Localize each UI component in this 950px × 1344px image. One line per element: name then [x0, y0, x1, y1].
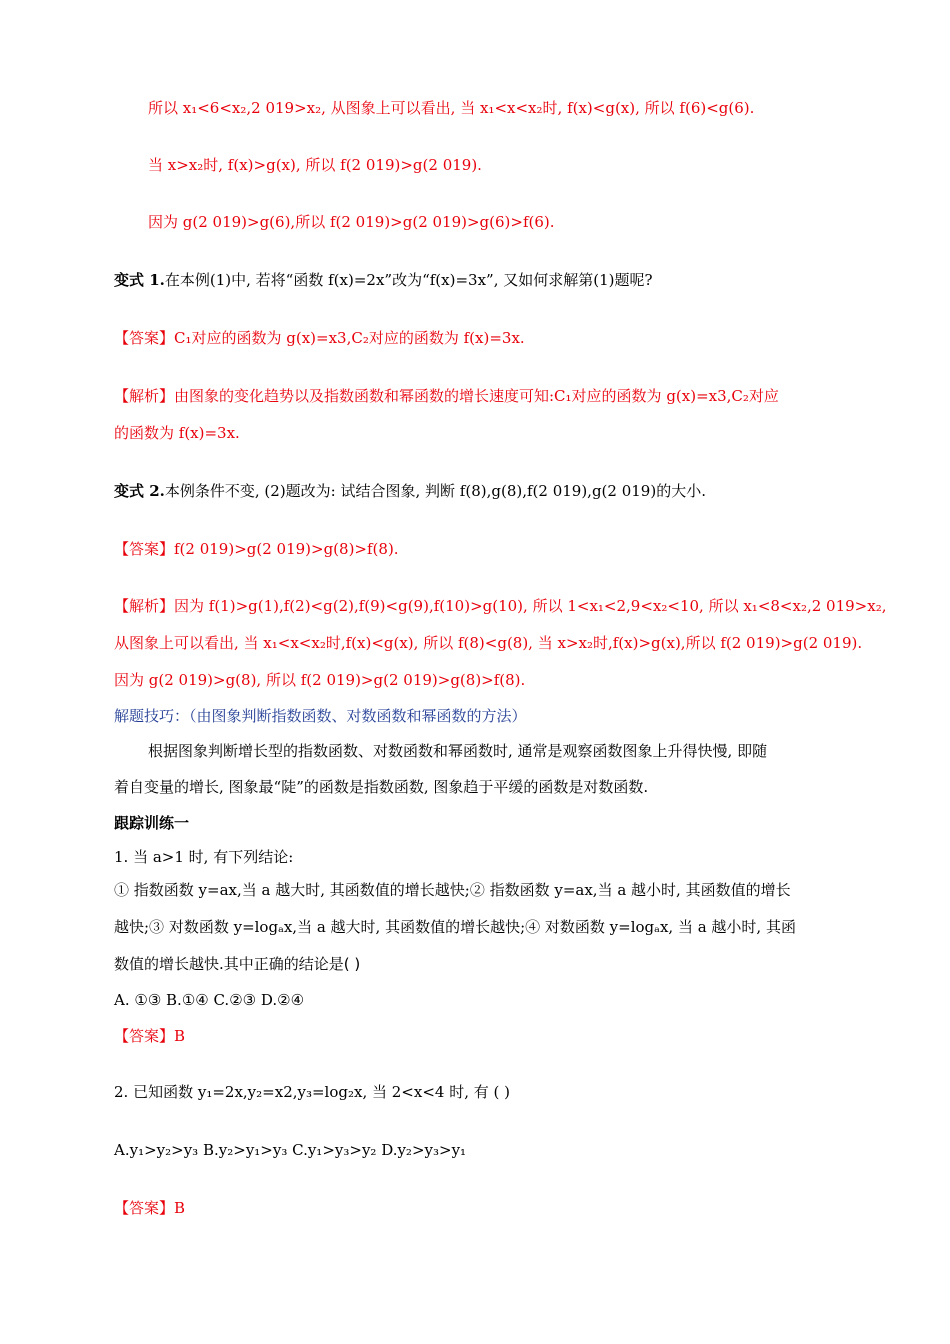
- variant-2-answer: 【答案】f(2 019)>g(2 019)>g(8)>f(8).: [114, 540, 399, 558]
- variant-1-analysis-line-1: 【解析】由图象的变化趋势以及指数函数和幂函数的增长速度可知:C₁对应的函数为 g(x)=x3,C₂对应: [114, 387, 779, 405]
- question-1-statement-end: 数值的增长越快.: [114, 955, 224, 973]
- question-1-statements-line-1: ① 指数函数 y=ax,当 a 越大时, 其函数值的增长越快;② 指数函数 y=ax,当 a 越小时, 其函数值的增长: [114, 881, 791, 899]
- question-2-answer: 【答案】B: [114, 1199, 186, 1217]
- variant-1-label: 变式 1.: [114, 271, 165, 289]
- tip-heading: 解题技巧：（由图象判断指数函数、对数函数和幂函数的方法）: [114, 707, 527, 725]
- variant-2-analysis-line-1: 【解析】因为 f(1)>g(1),f(2)<g(2),f(9)<g(9),f(10)>g(10), 所以 1<x₁<2,9<x₂<10, 所以 x₁<8<x₂,2 019>x₂,: [114, 597, 887, 615]
- variant-1-analysis-line-2: 的函数为 f(x)=3x.: [114, 424, 240, 442]
- variant-2-text: 本例条件不变, (2)题改为: 试结合图象, 判断 f(8),g(8),f(2 019),g(2 019)的大小.: [164, 482, 706, 500]
- variant-1-answer: 【答案】C₁对应的函数为 g(x)=x3,C₂对应的函数为 f(x)=3x.: [114, 329, 525, 347]
- variant-2-analysis-line-2: 从图象上可以看出, 当 x₁<x<x₂时,f(x)<g(x), 所以 f(8)<g(8), 当 x>x₂时,f(x)>g(x),所以 f(2 019)>g(2 019).: [114, 634, 863, 652]
- tip-body-line-2: 着自变量的增长, 图象最“陡”的函数是指数函数, 图象趋于平缓的函数是对数函数.: [114, 778, 649, 796]
- question-1-stem: 1. 当 a>1 时, 有下列结论:: [114, 848, 294, 866]
- practice-heading: 跟踪训练一: [114, 814, 190, 832]
- tip-body-line-1: 根据图象判断增长型的指数函数、对数函数和幂函数时, 通常是观察函数图象上升得快慢, 即随: [148, 742, 768, 760]
- variant-2-label: 变式 2.: [114, 482, 165, 500]
- question-2-stem: 2. 已知函数 y₁=2x,y₂=x2,y₃=log₂x, 当 2<x<4 时, 有 ( ): [114, 1083, 510, 1101]
- solution-line-2: 当 x>x₂时, f(x)>g(x), 所以 f(2 019)>g(2 019).: [148, 156, 482, 174]
- question-1-options: A. ①③ B.①④ C.②③ D.②④: [114, 991, 305, 1009]
- variant-2-question: [114, 480, 706, 502]
- question-1-statements-line-2: 越快;③ 对数函数 y=logₐx,当 a 越大时, 其函数值的增长越快;④ 对数函数 y=logₐx, 当 a 越小时, 其函: [114, 918, 796, 936]
- variant-1-text: 在本例(1)中, 若将“函数 f(x)=2x”改为“f(x)=3x”, 又如何求解第(1)题呢?: [164, 271, 653, 289]
- question-1-statements-line-3: [114, 953, 360, 975]
- variant-1-question: [114, 269, 653, 291]
- variant-2-analysis-line-3: 因为 g(2 019)>g(8), 所以 f(2 019)>g(2 019)>g(8)>f(8).: [114, 671, 526, 689]
- question-1-prompt: 其中正确的结论是( ): [223, 955, 361, 973]
- question-1-answer: 【答案】B: [114, 1027, 186, 1045]
- solution-line-1: 所以 x₁<6<x₂,2 019>x₂, 从图象上可以看出, 当 x₁<x<x₂时, f(x)<g(x), 所以 f(6)<g(6).: [148, 99, 755, 117]
- question-2-options: A.y₁>y₂>y₃ B.y₂>y₁>y₃ C.y₁>y₃>y₂ D.y₂>y₃>y₁: [114, 1141, 467, 1159]
- solution-line-3: 因为 g(2 019)>g(6),所以 f(2 019)>g(2 019)>g(6)>f(6).: [148, 213, 555, 231]
